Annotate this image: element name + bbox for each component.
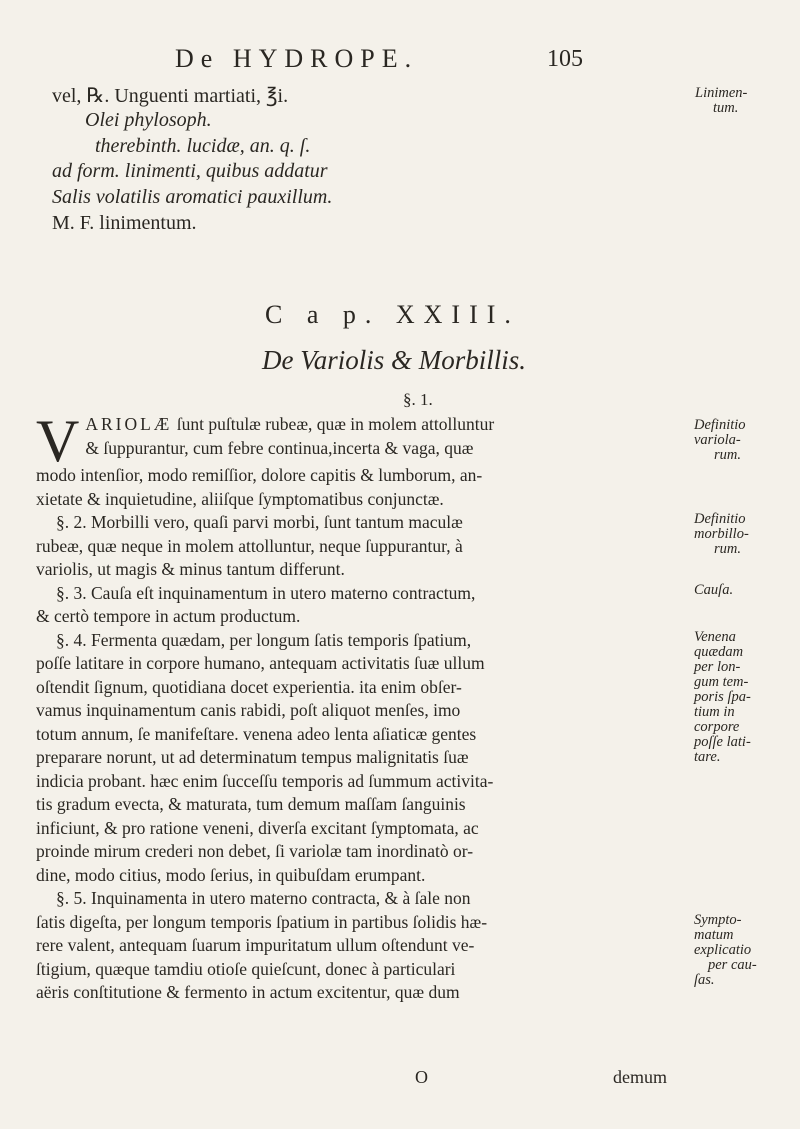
body-line: §. 4. Fermenta quædam, per longum ſatis temporis ſpatium, <box>56 629 472 650</box>
signature-mark: O <box>415 1067 428 1087</box>
body-line: ſtigium, quæque tamdiu otioſe quieſcunt, donec à particulari <box>36 958 456 979</box>
body-text <box>36 408 676 1005</box>
body-line: rere valent, antequam ſuarum impuritatum ullum oſtendunt ve- <box>36 935 475 955</box>
body-line: aëris conſtitutione & fermento in actum excitentur, quæ dum <box>36 982 460 1002</box>
margin-note-liniment: Linimen- tum. <box>695 85 748 116</box>
margin-note-definition-variolae: Definitio variola- rum. <box>694 417 746 463</box>
body-line: inficiunt, & pro ratione veneni, diverſa excitant ſymptomata, ac <box>36 817 479 838</box>
first-word: ARIOLÆ <box>85 414 173 434</box>
body-line: §. 2. Morbilli vero, quaſi parvi morbi, ſunt tantum maculæ <box>56 512 463 532</box>
body-line: totum annum, ſe manifeſtare. venena adeo lenta aſiaticæ gentes <box>36 723 477 744</box>
body-line: tis gradum evecta, & maturata, tum demum maſſam ſanguinis <box>36 794 466 814</box>
chapter-title: De Variolis & Morbillis. <box>262 345 527 375</box>
margin-note-venena: Venena quædam per lon- gum tem- poris ſpa- tium in corpore poſſe lati- tare. <box>694 629 751 765</box>
recipe-line: Olei phylosoph. <box>85 109 212 131</box>
body-line: poſſe latitare in corpore humano, antequam activitatis ſuæ ullum <box>36 653 485 673</box>
body-line: vamus inquinamentum canis rabidi, poſt aliquot menſes, imo <box>36 700 461 720</box>
body-line: modo intenſior, modo remiſſior, dolore capitis & lumborum, an- <box>36 465 483 485</box>
body-line: §. 3. Cauſa eſt inquinamentum in utero materno contractum, <box>56 582 476 603</box>
recipe-line: vel, ℞. Unguenti martiati, ℥i. <box>52 85 289 107</box>
body-line: ſatis digeſta, per longum temporis ſpatium in partibus ſolidis hæ- <box>36 911 488 932</box>
margin-note-definition-morbilli: Definitio morbillo- rum. <box>694 511 749 557</box>
body-line: ARIOLÆ ſunt puſtulæ rubeæ, quæ in molem attolluntur <box>85 414 495 434</box>
recipe-line: ad form. linimenti, quibus addatur <box>52 160 328 182</box>
body-line: indicia probant. hæc enim ſucceſſu temporis ad ſummum activita- <box>36 770 494 791</box>
body-line: & certò tempore in actum productum. <box>36 606 301 626</box>
recipe-line: Salis volatilis aromatici pauxillum. <box>52 186 333 208</box>
chapter-heading: C a p. XXIII. <box>265 300 520 329</box>
body-line: variolis, ut magis & minus tantum differunt. <box>36 559 345 579</box>
catchword: demum <box>613 1067 667 1087</box>
body-line: oſtendit ſignum, quotidiana docet experientia. ita enim obſer- <box>36 676 462 697</box>
recipe-line: therebinth. lucidæ, an. q. ſ. <box>95 135 311 157</box>
recipe-line: M. F. linimentum. <box>52 212 197 234</box>
section-number: §. 1. <box>403 390 433 409</box>
margin-note-symptomata: Sympto- matum explicatio per cau- ſas. <box>694 912 757 988</box>
margin-note-causa: Cauſa. <box>694 582 734 598</box>
body-line: proinde mirum crederi non debet, ſi variolæ tam inordinatò or- <box>36 841 474 861</box>
body-line: xietate & inquietudine, aliiſque ſymptomatibus conjunctæ. <box>36 488 444 509</box>
running-title: De HYDROPE. <box>175 44 419 73</box>
body-line: dine, modo citius, modo ſerius, in quibuſdam erumpant. <box>36 864 426 885</box>
body-line: §. 5. Inquinamenta in utero materno contracta, & à ſale non <box>56 888 471 908</box>
body-line: & ſuppurantur, cum febre continua,incerta & vaga, quæ <box>85 437 474 458</box>
page-number: 105 <box>547 46 583 72</box>
dropcap: V <box>36 408 80 474</box>
body-line: preparare norunt, ut ad determinatum tempus malignitatis ſuæ <box>36 747 469 767</box>
body-line: rubeæ, quæ neque in molem attolluntur, neque ſuppurantur, à <box>36 535 463 556</box>
